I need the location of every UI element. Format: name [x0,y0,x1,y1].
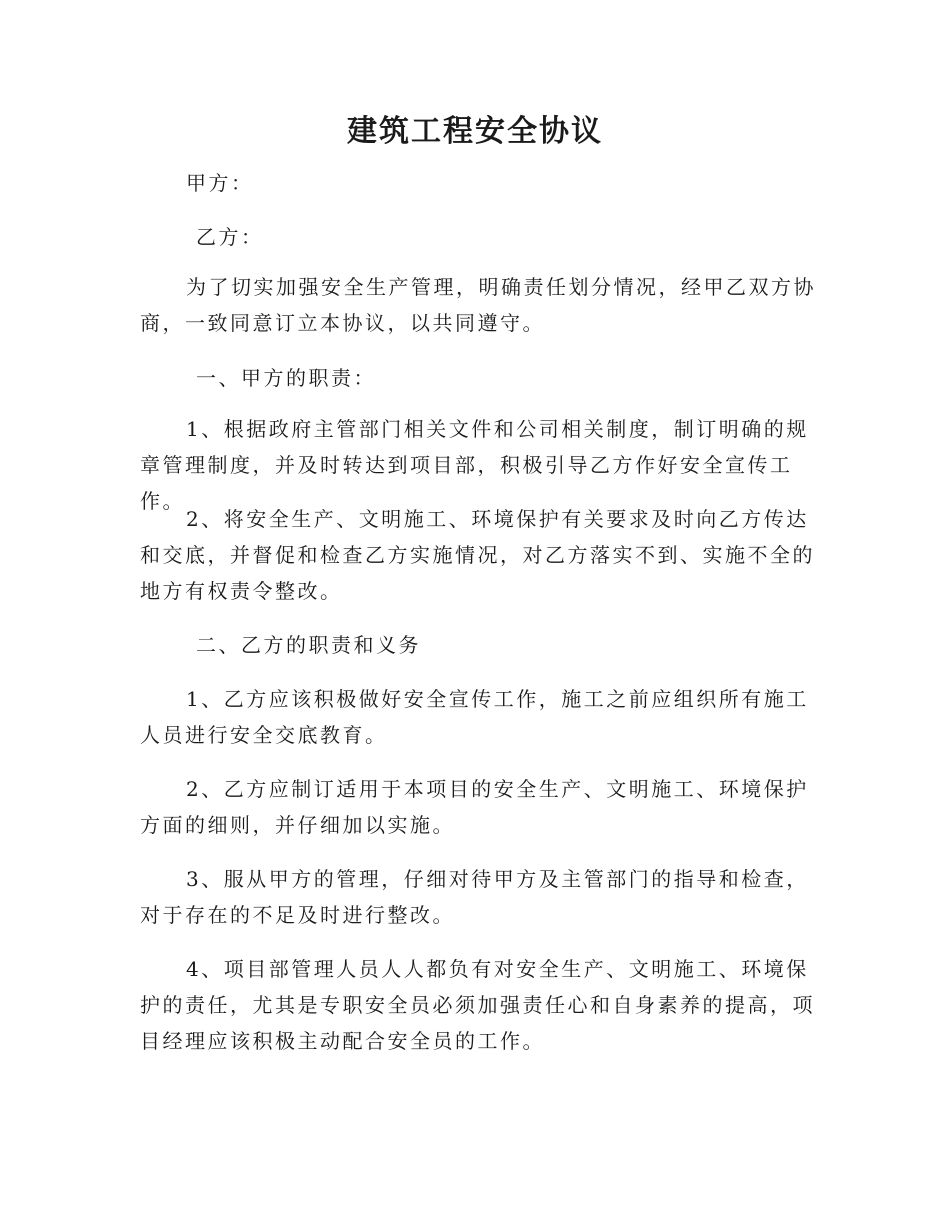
section2-item-3: 3、服从甲方的管理，仔细对待甲方及主管部门的指导和检查，对于存在的不足及时进行整改。 [140,867,809,927]
section1-item-2: 2、将安全生产、文明施工、环境保护有关要求及时向乙方传达和交底，并督促和检查乙方实施情况，对乙方落实不到、实施不全的地方有权责令整改。 [140,507,815,603]
intro-paragraph: 为了切实加强安全生产管理，明确责任划分情况，经甲乙双方协商，一致同意订立本协议，以共同遵守。 [140,275,816,335]
document-title: 建筑工程安全协议 [347,114,603,149]
section2-heading: 二、乙方的职责和义务 [196,633,421,657]
section2-item-4: 4、项目部管理人员人人都负有对安全生产、文明施工、环境保护的责任，尤其是专职安全员必须加强责任心和自身素养的提高，项目经理应该积极主动配合安全员的工作。 [140,957,815,1053]
section1-heading: 一、甲方的职责： [196,366,376,390]
party-b-label: 乙方： [196,225,264,249]
section2-item-2: 2、乙方应制订适用于本项目的安全生产、文明施工、环境保护方面的细则，并仔细加以实施。 [140,777,809,837]
party-a-label: 甲方： [186,171,254,195]
section2-item-1: 1、乙方应该积极做好安全宣传工作，施工之前应组织所有施工人员进行安全交底教育。 [140,687,809,747]
section1-item-1: 1、根据政府主管部门相关文件和公司相关制度，制订明确的规章管理制度，并及时转达到项目部，积极引导乙方作好安全宣传工作。 [140,417,809,513]
